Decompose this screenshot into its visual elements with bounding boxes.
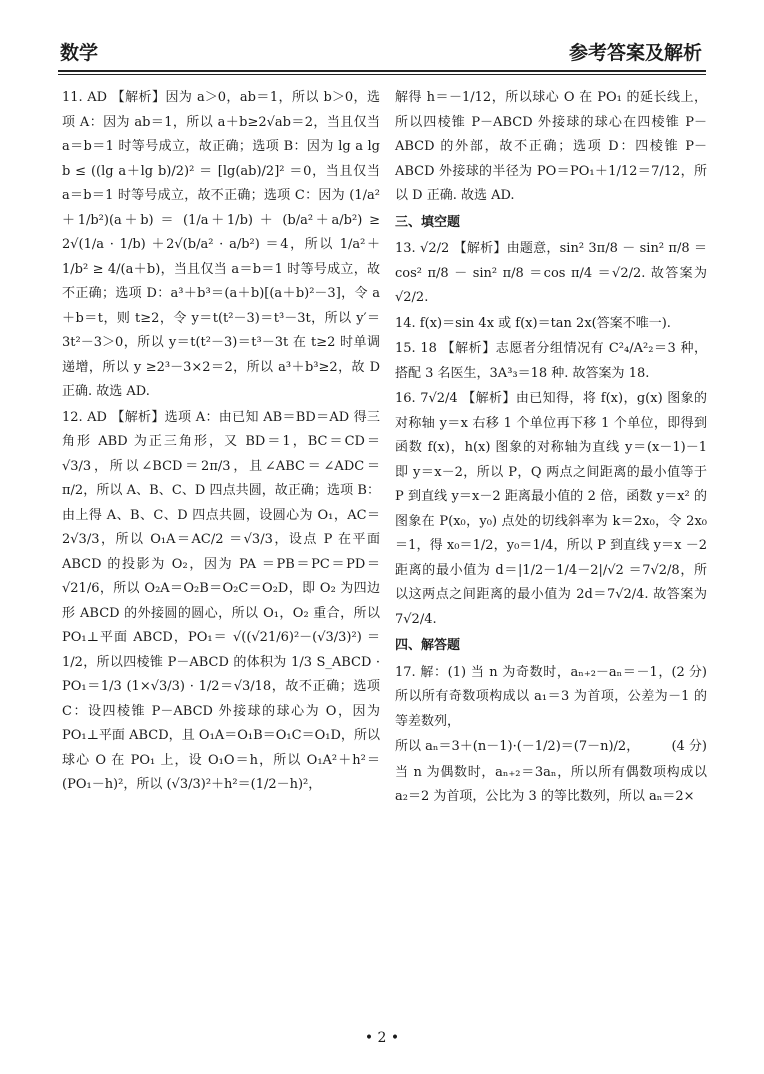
answer-16: 16. 7√2/4 【解析】由已知得，将 f(x)，g(x) 图象的对称轴 y＝x 右移 1 个单位再下移 1 个单位，即得到函数 f(x)，h(x) 图象的对称轴为直线 y＝(x－1)－1 即 y＝x－2，所以 P，Q 两点之间距离的最小值等于 P 到直线 y＝x－2 距离最小值的 2 倍，函数 y＝x² 的图象在 P(x₀，y₀) 点处的切线斜率为 k＝2x₀，令 2x₀＝1，得 x₀＝1/2，y₀＝1/4，所以 P 到直线 y＝x －2 距离的最小值为 d＝|1/2－1/4－2|/√2 ＝7√2/8，所以这两点之间距离的最小值为 2d＝7√2/4. 故答案为 7√2/4. (395, 391, 707, 627)
header-rule (58, 70, 706, 72)
answer-13: 13. √2/2 【解析】由题意，sin² 3π/8 － sin² π/8 ＝cos² π/8 － sin² π/8 ＝cos π/4 ＝√2/2. 故答案为 √2/2. (395, 241, 707, 305)
header-title: 参考答案及解析 (568, 42, 702, 64)
answer-17-part-b: (4 分) 所以 aₙ＝3＋(n－1)·(－1/2)＝(7－n)/2， (395, 735, 707, 760)
page-number: • 2 • (364, 1030, 400, 1046)
answer-12-continued: 解得 h＝－1/12，所以球心 O 在 PO₁ 的延长线上，所以四棱锥 P－ABCD 外接球的球心在四棱锥 P－ABCD 的外部，故不正确；选项 D：四棱锥 P－ABCD 外接球的半径为 PO＝PO₁＋1/12＝7/12，所以 D 正确. 故选 AD. (395, 90, 707, 203)
answer-12: 12. AD 【解析】选项 A：由已知 AB＝BD＝AD 得三角形 ABD 为正三角形，又 BD＝1，BC＝CD＝√3/3，所以∠BCD＝2π/3，且∠ABC＝∠ADC＝π/2，所以 A、B、C、D 四点共圆，故正确；选项 B：由上得 A、B、C、D 四点共圆，设圆心为 O₁，AC＝2√3/3，所以 O₁A＝AC/2 ＝√3/3，设点 P 在平面 ABCD 的投影为 O₂，因为 PA ＝PB＝PC＝PD＝√21/6，所以 O₂A＝O₂B＝O₂C＝O₂D，即 O₂ 为四边形 ABCD 的外接圆的圆心，所以 O₁，O₂ 重合，所以 PO₁⊥平面 ABCD，PO₁＝ √((√21/6)²－(√3/3)²) ＝1/2，所以四棱锥 P－ABCD 的体积为 1/3 S_ABCD · PO₁＝1/3 (1×√3/3) · 1/2＝√3/18，故不正确；选项 C：设四棱锥 P－ABCD 外接球的球心为 O，因为 PO₁⊥平面 ABCD，且 O₁A＝O₁B＝O₁C＝O₁D，所以球心 O 在 PO₁ 上，设 O₁O＝h，所以 O₁A²＋h²＝(PO₁－h)²，所以 (√3/3)²＋h²＝(1/2－h)²， (62, 409, 380, 792)
answer-17-part-a: (2 分) 17. 解：(1) 当 n 为奇数时，aₙ₊₂－aₙ＝－1，所以所有奇数项构成以 a₁＝3 为首项，公差为－1 的等差数列， (395, 661, 707, 735)
answer-17-part-c: 当 n 为偶数时，aₙ₊₂＝3aₙ，所以所有偶数项构成以 a₂＝2 为首项，公比为 3 的等比数列，所以 aₙ＝2× (395, 764, 707, 804)
left-column (62, 86, 380, 799)
section-solutions: 四、解答题 (395, 638, 461, 653)
answer-14: 14. f(x)＝sin 4x 或 f(x)＝tan 2x(答案不唯一). (395, 315, 671, 331)
section-fill-in: 三、填空题 (395, 214, 461, 230)
score-mark: (4 分) (671, 739, 707, 754)
score-mark: (2 分) (671, 664, 707, 680)
right-column (395, 86, 707, 811)
answer-11: 11. AD 【解析】因为 a＞0，ab＝1，所以 b＞0，选项 A：因为 ab＝1，所以 a＋b≥2√ab＝2，当且仅当 a＝b＝1 时等号成立，故正确；选项 B：因为 lg a lg b ≤ ((lg a＋lg b)/2)² ＝ [lg(ab)/2]² ＝0，当且仅当 a＝b＝1 时等号成立，故不正确；选项 C：因为 (1/a²＋1/b²)(a＋b) ＝ (1/a＋1/b) ＋ (b/a²＋a/b²) ≥ 2√(1/a · 1/b) ＋2√(b/a² · a/b²) ＝4，所以 1/a²＋1/b² ≥ 4/(a＋b)，当且仅当 a＝b＝1 时等号成立，故不正确；选项 D：a³＋b³＝(a＋b)[(a＋b)²－3]，令 a＋b＝t，则 t≥2，令 y＝t(t²－3)＝t³－3t，所以 y′＝3t²－3＞0，所以 y＝t(t²－3)＝t³－3t 在 t≥2 时单调递增，所以 y ≥2³－3×2＝2，所以 a³＋b³≥2，故 D 正确. 故选 AD. (62, 90, 380, 399)
header-rule-thin (58, 74, 706, 75)
subject-label: 数学 (60, 42, 99, 64)
answer-15: 15. 18 【解析】志愿者分组情况有 C²₄/A²₂＝3 种，搭配 3 名医生，3A³₃＝18 种. 故答案为 18. (395, 341, 707, 381)
